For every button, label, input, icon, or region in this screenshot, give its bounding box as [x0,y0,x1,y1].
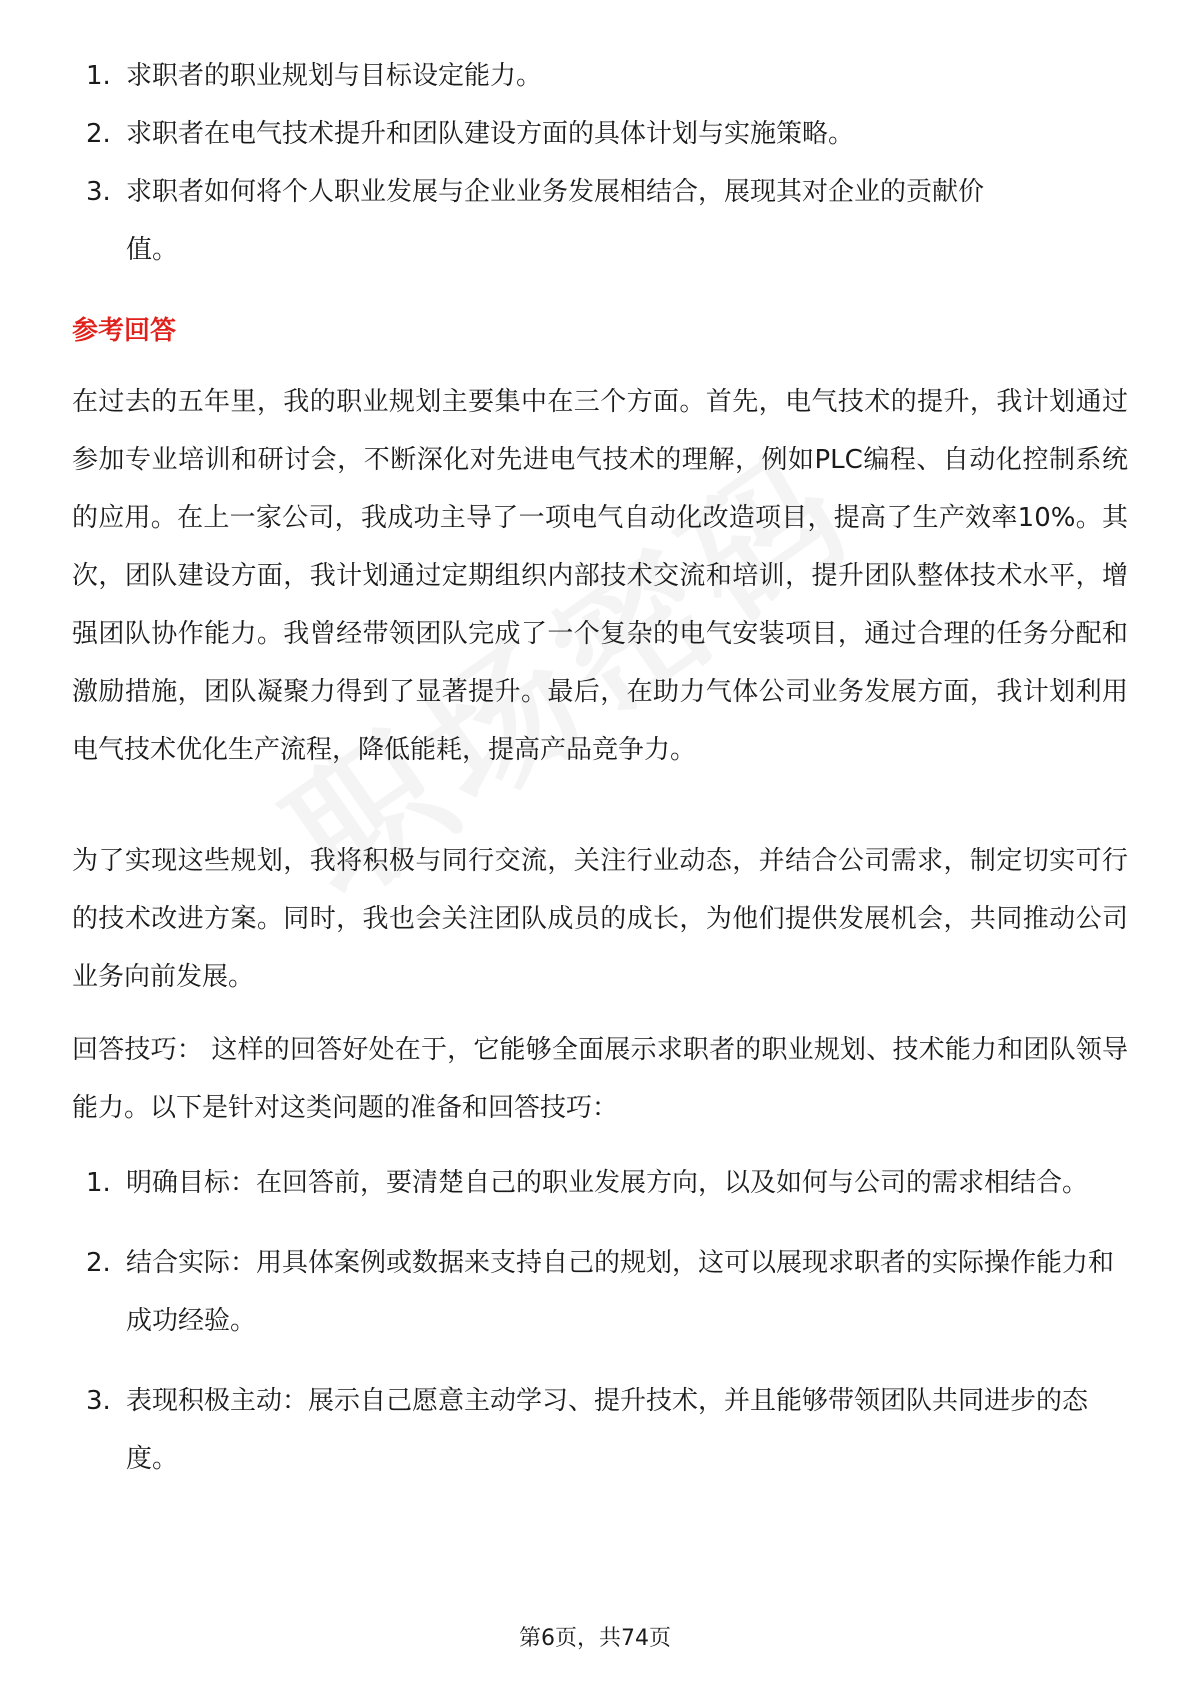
list-item-text: 求职者在电气技术提升和团队建设方面的具体计划与实施策略。 [126,119,855,149]
tips-intro-paragraph: 回答技巧： 这样的回答好处在于，它能够全面展示求职者的职业规划、技术能力和团队领导能力。以下是针对这类问题的准备和回答技巧： [72,1035,1128,1123]
list-item [72,1234,1132,1350]
list-item-text: 明确目标：在回答前，要清楚自己的职业发展方向，以及如何与公司的需求相结合。 [126,1168,1089,1198]
list-item-text: 求职者如何将个人职业发展与企业业务发展相结合，展现其对企业的贡献价值。 [126,177,985,265]
list-item-text: 结合实际：用具体案例或数据来支持自己的规划，这可以展现求职者的实际操作能力和成功经验。 [126,1248,1115,1336]
list-item [72,105,1132,163]
answer-paragraph: 为了实现这些规划，我将积极与同行交流，关注行业动态，并结合公司需求，制定切实可行的技术改进方案。同时，我也会关注团队成员的成长，为他们提供发展机会，共同推动公司业务向前发展。 [72,846,1128,992]
list-item [72,47,1132,105]
intro-list [72,47,1132,279]
list-item-number: 3. [86,1386,111,1416]
section-title: 参考回答 [72,316,177,346]
list-item-number: 3. [86,177,111,207]
list-item-number: 1. [86,1168,111,1198]
list-item [72,1372,1132,1488]
list-item [72,1154,1132,1212]
page-number: 第6页，共74页 [519,1626,671,1651]
list-item [72,163,1132,279]
list-item-number: 1. [86,61,111,91]
list-item-text: 表现积极主动：展示自己愿意主动学习、提升技术，并且能够带领团队共同进步的态度。 [126,1386,1089,1474]
tips-list [72,1154,1132,1488]
answer-paragraph: 在过去的五年里，我的职业规划主要集中在三个方面。首先，电气技术的提升，我计划通过参加专业培训和研讨会，不断深化对先进电气技术的理解，例如PLC编程、自动化控制系统的应用。在上一家公司，我成功主导了一项电气自动化改造项目，提高了生产效率10%。其次，团队建设方面，我计划通过定期组织内部技术交流和培训，提升团队整体技术水平，增强团队协作能力。我曾经带领团队完成了一个复杂的电气安装项目，通过合理的任务分配和激励措施，团队凝聚力得到了显著提升。最后，在助力气体公司业务发展方面，我计划利用电气技术优化生产流程，降低能耗，提高产品竞争力。 [72,387,1128,765]
list-item-number: 2. [86,1248,111,1278]
list-item-number: 2. [86,119,111,149]
list-item-text: 求职者的职业规划与目标设定能力。 [126,61,543,91]
